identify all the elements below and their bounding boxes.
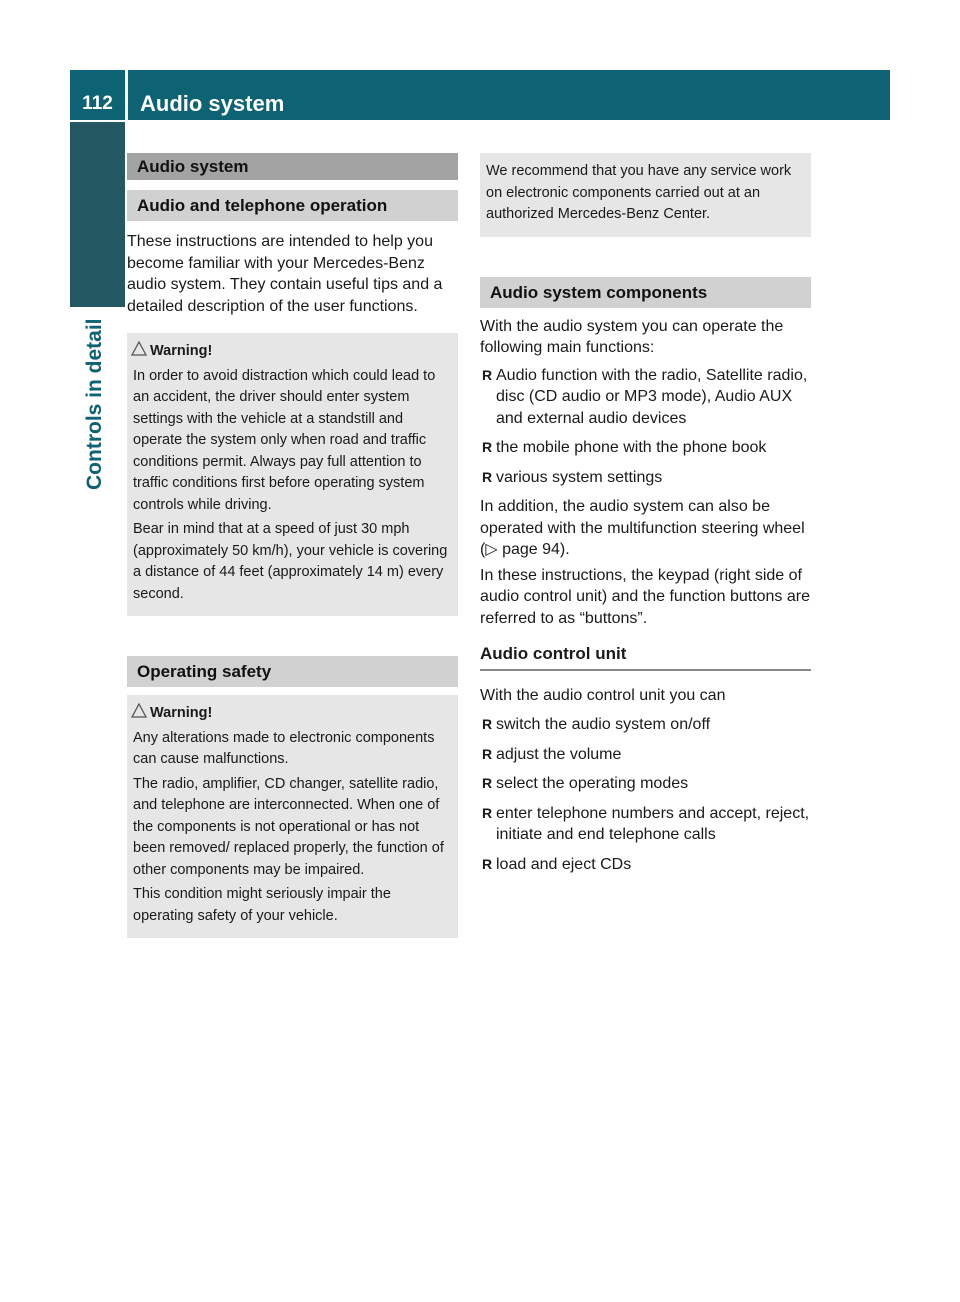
list-item-text: select the operating modes: [496, 775, 689, 792]
warning-title: [133, 341, 452, 363]
note-box: [480, 153, 811, 237]
note-text: We recommend that you have any service work on electronic components carried out at an authorized Mercedes-Benz Center.: [486, 163, 792, 222]
page-number: 112: [82, 93, 113, 114]
subsection-heading: Audio and telephone operation: [127, 190, 458, 221]
list-item: [480, 467, 811, 489]
operating-safety-heading: Operating safety: [127, 656, 458, 687]
bullet: R: [482, 716, 493, 732]
left-column: [127, 153, 458, 938]
warning-title-text: Warning!: [150, 343, 213, 359]
warning-title: [133, 703, 452, 725]
components-list: [480, 365, 811, 489]
section-heading: Audio system: [127, 153, 458, 180]
list-item-text: the mobile phone with the phone book: [496, 439, 767, 456]
warning-paragraph: The radio, amplifier, CD changer, satellite radio, and telephone are interconnected. When one of the components is not operational or has not been removed/ replaced properly, the function of other components may be impaired.: [133, 775, 444, 878]
list-item: [480, 773, 811, 795]
bullet: R: [482, 439, 493, 455]
list-item: [480, 365, 811, 430]
warning-triangle-icon: [131, 703, 147, 726]
list-item-text: various system settings: [496, 468, 663, 486]
warning-paragraph: Bear in mind that at a speed of just 30 mph (approximately 50 km/h), your vehicle is covering a distance of 44 feet (approximately 14 m) every second.: [133, 521, 448, 602]
list-item: [480, 437, 811, 459]
page-title: Audio system: [140, 91, 285, 116]
bullet: R: [482, 468, 493, 485]
control-unit-list: [480, 714, 811, 875]
warning-paragraph: This condition might seriously impair the operating safety of your vehicle.: [133, 886, 391, 924]
bullet: R: [482, 745, 493, 762]
warning-paragraph: In order to avoid distraction which could lead to an accident, the driver should enter system settings with the vehicle at a standstill and operate the system only when road and traffic conditions permit. Always pay full attention to traffic conditions first before operating system controls while driving.: [133, 367, 436, 513]
warning-box: [127, 333, 458, 616]
list-item-text: load and eject CDs: [496, 855, 632, 873]
components-intro: With the audio system you can operate the following main functions:: [480, 317, 784, 356]
list-item-text: switch the audio system on/off: [496, 716, 711, 733]
addition-paragraph: In addition, the audio system can also be operated with the multifunction steering wheel (▷ page 94).: [480, 498, 805, 558]
list-item-text: Audio function with the radio, Satellite radio, disc (CD audio or MP3 mode), Audio AUX and external audio devices: [496, 366, 808, 427]
intro-paragraph: These instructions are intended to help you become familiar with your Mercedes-Benz audio system. They contain useful tips and a detailed description of the user functions.: [127, 233, 443, 315]
bullet: R: [482, 366, 493, 383]
list-item: [480, 714, 811, 736]
list-item-text: adjust the volume: [496, 745, 622, 763]
bullet: R: [482, 804, 493, 821]
keypad-paragraph: In these instructions, the keypad (right side of audio control unit) and the function buttons are referred to as “buttons”.: [480, 566, 810, 627]
warning-box: [127, 695, 458, 938]
components-heading: Audio system components: [480, 277, 811, 308]
list-item-text: enter telephone numbers and accept, reject, initiate and end telephone calls: [496, 804, 810, 843]
list-item: [480, 854, 811, 876]
side-tab-label: Controls in detail: [83, 318, 106, 490]
bullet: R: [482, 855, 493, 872]
control-unit-heading: Audio control unit: [480, 643, 811, 671]
side-tab-marker: [70, 122, 125, 307]
control-unit-intro: With the audio control unit you can: [480, 686, 726, 704]
list-item: [480, 744, 811, 766]
warning-title-text: Warning!: [150, 705, 213, 721]
warning-triangle-icon: [131, 341, 147, 364]
bullet: R: [482, 775, 493, 791]
right-column: [480, 153, 811, 883]
list-item: [480, 803, 811, 846]
warning-paragraph: Any alterations made to electronic components can cause malfunctions.: [133, 729, 435, 767]
